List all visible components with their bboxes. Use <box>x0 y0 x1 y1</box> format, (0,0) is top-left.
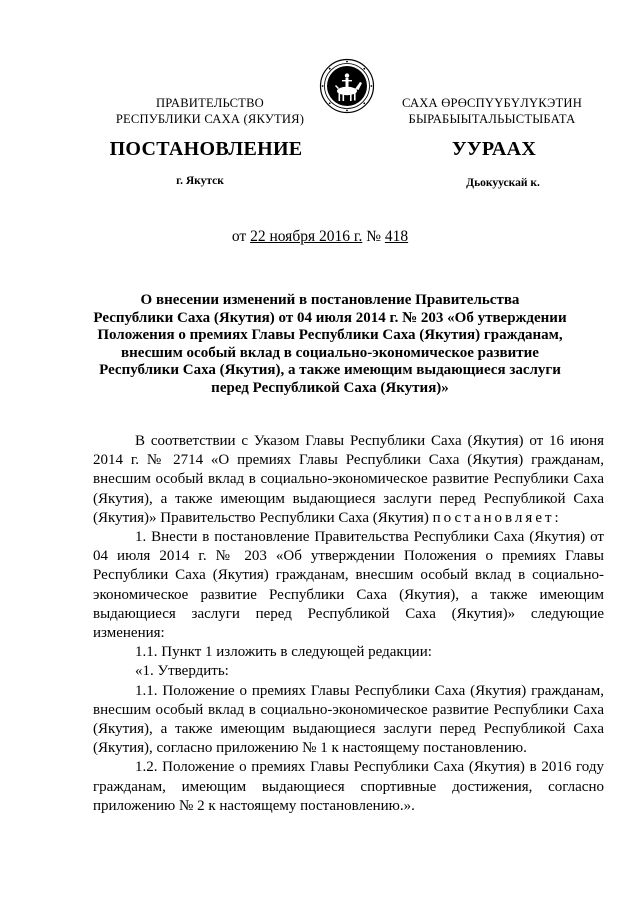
issuer-sah <box>376 95 608 127</box>
issuer-sah-line1: САХА ӨРӨСПҮҮБҮЛҮКЭТИН <box>402 96 582 110</box>
body-paragraph: «1. Утвердить: <box>135 663 229 680</box>
document-number: 418 <box>384 228 409 245</box>
issuer-ru <box>105 95 315 127</box>
city-ru: г. Якутск <box>176 175 224 187</box>
date-prefix: от <box>231 228 247 245</box>
resolution-verb: постановляет: <box>432 509 562 526</box>
date-number-line <box>0 228 640 246</box>
title-line: Республики Саха (Якутия), а также имеющим выдающиеся заслуги <box>99 362 561 379</box>
coat-of-arms-icon <box>319 58 375 114</box>
number-sign: № <box>366 228 381 245</box>
document-title <box>80 292 580 398</box>
issuer-ru-line1: ПРАВИТЕЛЬСТВО <box>156 96 264 110</box>
issuer-sah-line2: БЫРАБЫЫТАЛЬЫСТЫБАТА <box>408 112 576 126</box>
body-paragraph: 1.2. Положение о премиях Главы Республики Саха (Якутия) в 2016 году гражданам, имеющим выдающиеся спортивные достижения, согласно приложению № 2 к настоящему постановлению.». <box>93 759 604 814</box>
city-sah: Дьокуускай к. <box>466 177 540 189</box>
body-paragraph: 1. Внести в постановление Правительства Республики Саха (Якутия) от 04 июля 2014 г. № 203 «Об утверждении Положения о премиях Главы Республики Саха (Якутия) гражданам, внесшим особый вклад в социально-экономическое развитие Республики Саха (Якутия), а также имеющим выдающиеся заслуги перед Республикой Саха (Якутия)» следующие изменения: <box>93 529 604 642</box>
body-paragraph <box>93 432 604 528</box>
title-line: Республики Саха (Якутия) от 04 июля 2014 г. № 203 «Об утверждении <box>93 309 567 326</box>
doc-type-ru: ПОСТАНОВЛЕНИЕ <box>109 138 303 160</box>
title-line: внесшим особый вклад в социально-экономическое развитие <box>121 344 539 361</box>
preamble-text: В соответствии с Указом Главы Республики Саха (Якутия) от 16 июня 2014 г. № 2714 «О премиях Главы Республики Саха (Якутия) гражданам, внесшим особый вклад в социально-экономическое развитие Республики Саха (Якутия), а также имеющим выдающиеся заслуги перед Республикой Саха (Якутия)» Правительство Республики Саха (Якутия) <box>93 433 604 526</box>
document-date: 22 ноября 2016 г. <box>250 228 363 245</box>
title-line: Положения о премиях Главы Республики Саха (Якутия) гражданам, <box>97 327 563 344</box>
body-paragraph: 1.1. Положение о премиях Главы Республики Саха (Якутия) гражданам, внесшим особый вклад в социально-экономическое развитие Республики Саха (Якутия), а также имеющим выдающиеся заслуги перед Республикой Саха (Якутия), согласно приложению № 1 к настоящему постановлению. <box>93 682 604 757</box>
document-body <box>93 432 604 816</box>
issuer-ru-line2: РЕСПУБЛИКИ САХА (ЯКУТИЯ) <box>115 112 305 126</box>
doc-type-sah: УУРААХ <box>451 138 537 160</box>
title-line: перед Республикой Саха (Якутия)» <box>211 379 449 396</box>
body-paragraph: 1.1. Пункт 1 изложить в следующей редакции: <box>135 644 432 661</box>
title-line: О внесении изменений в постановление Правительства <box>140 292 520 308</box>
